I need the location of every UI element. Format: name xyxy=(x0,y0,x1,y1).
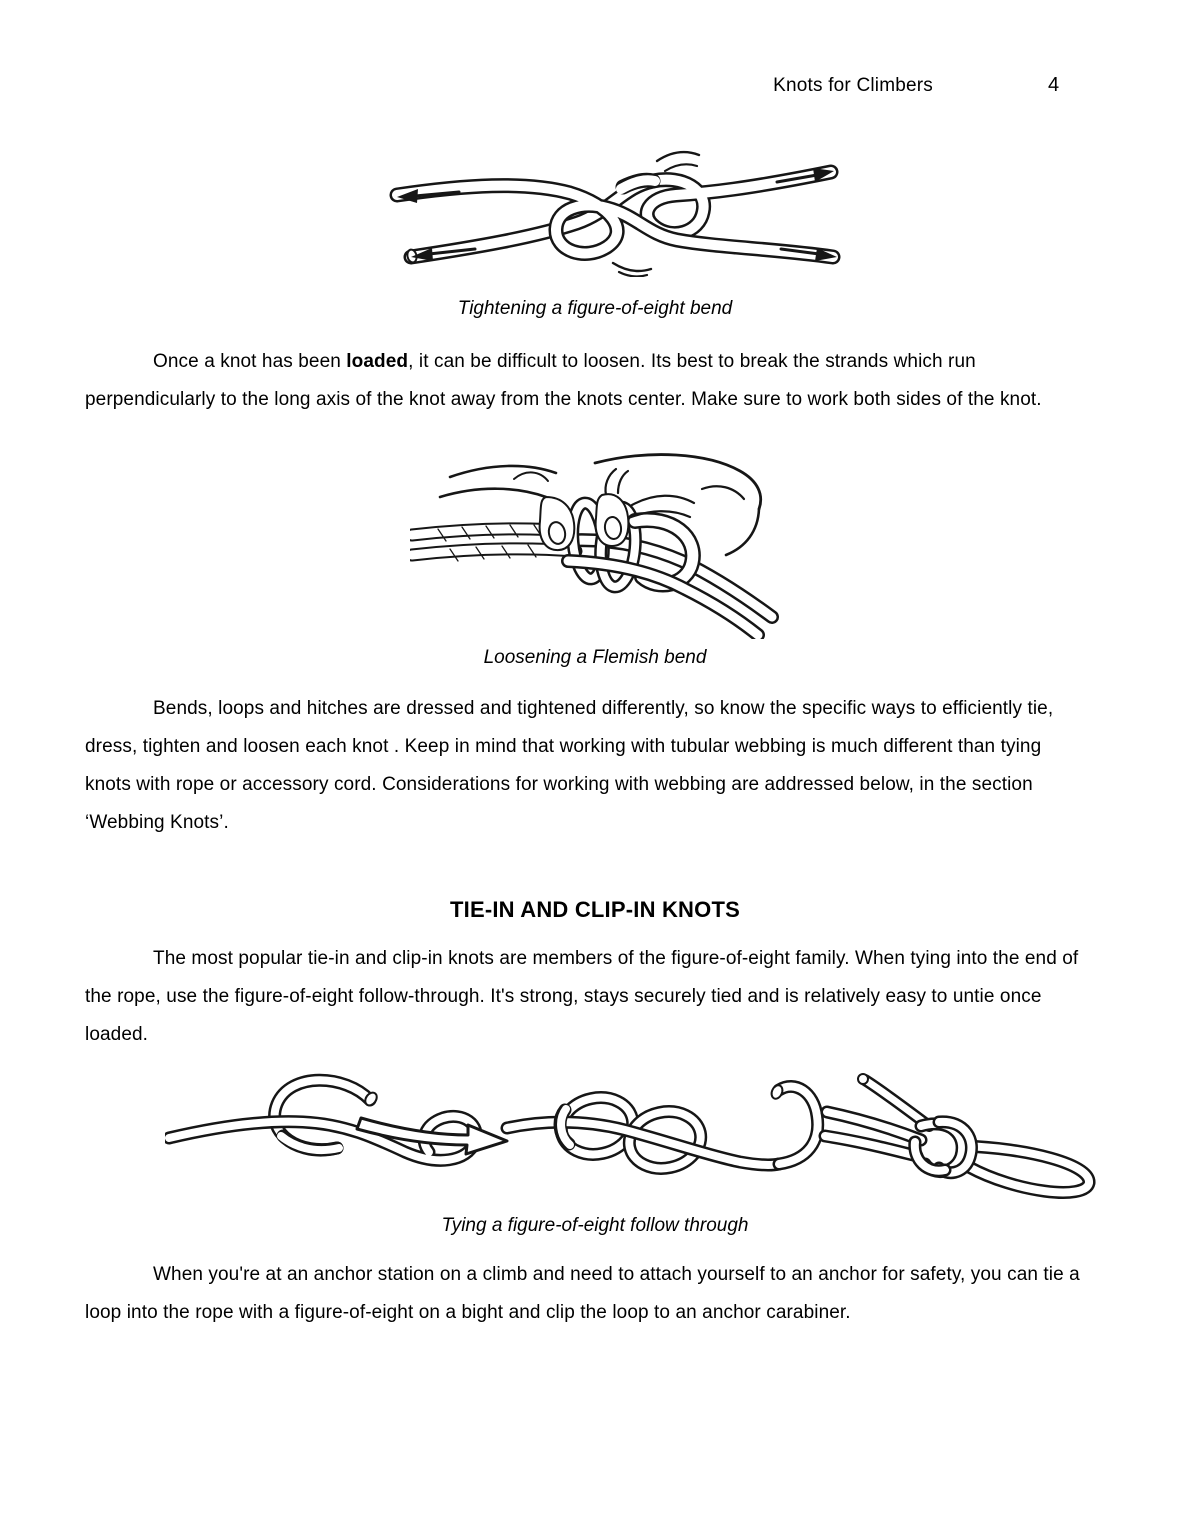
flemish-bend-hands-illustration xyxy=(410,449,780,639)
paragraph-text: , it can be difficult to loosen. Its best to break the strands which run perpendicularly to the long axis of the knot away from the knots center. Make sure to work both sides of the knot. xyxy=(85,351,1042,410)
follow-through-figure xyxy=(85,1064,1105,1202)
figure-caption: Loosening a Flemish bend xyxy=(483,647,707,668)
paragraph-anchor: When you're at an anchor station on a climb and need to attach yourself to an anchor for safety, you can tie a loop into the rope with a figure-of-eight on a bight and clip the loop to an anchor carabiner. xyxy=(85,1264,1080,1323)
left-hand-drawing xyxy=(440,466,574,550)
right-hand-drawing xyxy=(595,455,761,555)
figure-caption: Tying a figure-of-eight follow through xyxy=(441,1215,749,1236)
paragraph-bends: Bends, loops and hitches are dressed and tightened differently, so know the specific ways to efficiently tie, dress, tighten and loosen each knot . Keep in mind that working with tubular webbing is much different than tying knots with rope or accessory cord. Considerations for working with webbing are addressed below, in the section ‘Webbing Knots’. xyxy=(85,698,1054,833)
step-three-finished-knot xyxy=(825,1074,1089,1192)
paragraph-tiein: The most popular tie-in and clip-in knots are members of the figure-of-eight family. When tying into the end of the rope, use the figure-of-eight follow-through. It's strong, stays securely tied and is relatively easy to untie once loaded. xyxy=(85,948,1079,1045)
page-header xyxy=(85,75,1105,99)
step-two-follow-loop xyxy=(507,1084,818,1175)
bold-word-loaded: loaded xyxy=(346,351,409,372)
step-one-loose-eight xyxy=(169,1080,507,1160)
page-number: 4 xyxy=(1048,74,1060,96)
section-heading: TIE-IN AND CLIP-IN KNOTS xyxy=(450,897,740,922)
figure-eight-bend-illustration xyxy=(385,145,845,277)
flemish-bend-figure xyxy=(85,449,1105,639)
paragraph-text: Once a knot has been xyxy=(153,351,347,372)
paragraph-loosening xyxy=(85,343,1085,419)
running-header-title: Knots for Climbers xyxy=(773,75,933,96)
follow-through-steps-illustration xyxy=(165,1064,1105,1202)
figure-eight-bend-figure xyxy=(85,145,1105,277)
figure-caption: Tightening a figure-of-eight bend xyxy=(457,298,733,319)
